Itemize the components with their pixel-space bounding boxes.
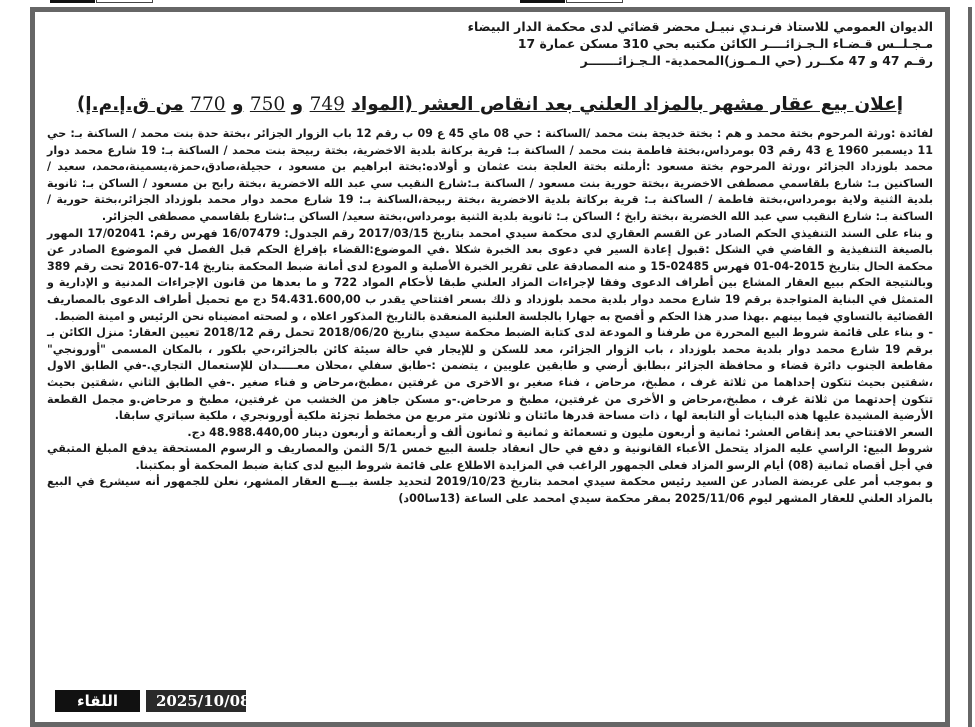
announcement-title bbox=[47, 92, 933, 118]
article-770: 770 bbox=[190, 94, 226, 115]
article-749: 749 bbox=[309, 94, 345, 115]
adjacent-frame-edge bbox=[968, 7, 975, 727]
title-suffix: من ق.إ.م.إ) bbox=[76, 94, 184, 115]
announcement-content bbox=[47, 18, 933, 508]
announcement-body bbox=[47, 126, 933, 508]
publication-name-badge: اللقاء bbox=[55, 690, 140, 712]
title-prefix: إعلان بيع عقار مشهر بالمزاد العلني بعد انقاص العشر (المواد bbox=[351, 94, 904, 115]
announcement-frame bbox=[30, 7, 950, 727]
top-bar-outline-right bbox=[566, 0, 623, 3]
property-description-paragraph: - و بناء على قائمة شروط البيع المحررة من طرفنا و المودعة لدى كتابة الضبط محكمة سيدي بتاريخ 2018/06/20 تحمل رقم 2018/12 تعيين العقار: منزل الكائن بـ برقم 19 شارع محمد دوار بلدية محمد بلوزداد ، باب الزوار الجزائر، معد للسكن و للإيجار في حالة سيئة كائن بالجزائر،حي بلكور ، بالمكان المسمى "أورونجي" مقاطعة الجنوب دائرة قضاء و محافظة الجزائر ،بطابق أرضي و طابقين علويين ، يتضمن :-طابق سفلي ،محلان معـــــدان للإستعمال التجاري.-في الطابق الاول ،شقتين بحيث تتكون إحداهما من ثلاثة غرف ، مطبخ، مرحاض ، فناء صغير ،و الاخرى من غرفتين ،مطبخ،مرحاض و فناء صغير .-في الطابق الثاني ،شقتين بحيث تتكون إحدتهما من ثلاثة غرف ، مطبخ،مرحاض و الأخرى من غرفتين، مطبخ و مرحاض.-و مسكن جاهز من الخشب من غرفتين، مطبخ و مرحاض.و مجمل القطعة الأرضية المشيدة عليها هذه البنايات أو التابعة لها ، ذات مساحة قدرها مائتان و ثلاثون متر مربع من مخطط تجزئة ملكية أورونجري ، ملكية سباتري سابقا. bbox=[47, 326, 933, 423]
top-bar-outline-left bbox=[96, 0, 153, 3]
auction-date-paragraph: و بموجب أمر على عريضة الصادر عن السيد رئيس محكمة سيدي امحمد بتاريخ 2019/10/23 لتحديد جلسة بيـــع العقار المشهر، نعلن للجمهور أنه سيشرع في البيع بالمزاد العلني للعقار المشهر ليوم 2025/11/06 بمقر محكمة سيدي امحمد على الساعة (13سا00د) bbox=[47, 475, 933, 506]
top-bar-dark-left bbox=[50, 0, 95, 3]
publication-date-badge: 2025/10/08 bbox=[146, 690, 246, 712]
bailiff-office-line: الديوان العمومي للاستاذ فرنـدي نبيـل محضر قضائي لدى محكمة الدار البيضاء bbox=[467, 19, 933, 34]
court-address-line: مـجـلــس قـضـاء الـجـزائــــر الكائن مكتبه بحي 310 مسكن عمارة 17 bbox=[517, 36, 933, 51]
enforcement-title-paragraph: و بناء على السند التنفيذي الحكم الصادر عن القسم العقاري لدى محكمة سيدي امحمد بتاريخ 2017/03/15 رقم الجدول: 16/07479 فهرس رقم: 17/02041 المهور بالصيغة التنفيذية و القاضي في الشكل :قبول إعادة السير في دعوى بعد الخبرة شكلا .في الموضوع:القضاء بإفراغ الحكم قبل الفصل في الموضوع الصادر عن محكمة الحال بتاريخ 2015-04-01 فهرس 02485-15 و منه المصادقة على تقرير الخبرة الأصلية و المودع لدى أمانة ضبط المحكمة بتاريخ 14-07-2016 تحت رقم 389 وبالنتيجة الحكم ببيع العقار المشاع بين أطراف الدعوى وفقا لإجراءات المزاد العلني طبقا لأحكام المواد 722 و ما بعدها من قانون الإجراءات المدنية و الإدارية و المتمثل في البناية المتواجدة برقم 19 شارع محمد دوار بلدية محمد بلوزداد و ذلك بسعر افتتاحي يقدر ب 54.431.600,00 دج مع تحميل أطراف الدعوى بالمصاريف القضائية بالتساوي فيما بينهم .بهذا صدر هذا الحكم و أفصح به جهارا بالجلسة العلنية المنعقدة بالتاريخ المذكور اعلاه ، و لصحته امضيناه نحن الرئيس و امينة الضبط. bbox=[47, 226, 934, 323]
street-address-line: رقـم 47 و 47 مكــرر (حي الـمـوز)المحمدية- الـجـزائـــــــر bbox=[580, 53, 933, 68]
title-and-2: و bbox=[231, 94, 244, 115]
sale-conditions-paragraph: شروط البيع: الراسي عليه المزاد يتحمل الأعباء القانونية و دفع في حال انعقاد جلسة البيع خمس 5/1 الثمن والمصاريف و الرسوم المستحقة يدفع المبلغ المتبقي في أجل أقصاه ثمانية (08) أيام الرسو المزاد فعلى الجمهور الراغب في المزايدة الاطلاع على قائمة شروط البيع لدى كتابة ضبط المحكمة أو بمكتبنا. bbox=[47, 442, 933, 472]
article-750: 750 bbox=[249, 94, 286, 115]
beneficiaries-paragraph: لفائدة :ورثة المرحوم بختة محمد و هم : بختة خديجة بنت محمد /الساكنة : حي 08 ماي 45 ع 09 ب رقم 12 باب الزوار الجزائر ،بختة حدة بنت محمد / الساكنة بـ: حي 11 ديسمبر 1960 ع 43 رقم 03 بومرداس،بختة فاطمة بنت محمد / الساكنة بـ: قرية بركانة بلدية الاخضرية، بختة ربيحة بنت محمد / الساكنة بـ: 19 شارع محمد دوار محمد بلوزداد الجزائر ،ورثة المرحوم بختة مسعود :أرملته بختة العلجة بنت عثمان و أولاده:بختة ابراهيم بن مسعود ، حجيلة،صادق،حمزة،يسمينة،محمد، سعيد / الساكنين بـ: شارع بلقاسمي مصطفى الاخضرية ،بختة حورية بنت مسعود / الساكنة بـ:شارع النقيب سي عبد الله الاخضرية ،بختة رابح بن مسعود / الساكن بـ: ثانوية بلدية الثنية ولاية بومرداس،بختة فاطمة / الساكنة بـ: قرية بركاتة بلدية الاخضرية ،بختة ربيحة،الساكنة بـ: 19 شارع محمد دوار محمد بلوزداد الجزائر،بختة حورية /الساكنة بـ: شارع النقيب سي عبد الله الخضرية ،بختة رابخ ؛ الساكن بـ: ثانوية بلدية الثنية بومرداس،بختة سعيد/ الساكن بـ:شارع بلقاسمي مصطفى الجزائر. bbox=[47, 127, 933, 223]
opening-price-paragraph: السعر الافتتاحي بعد إنقاص العشر: ثمانية و أربعون مليون و تسعمائة و ثمانية و ثمانون ألف و أربعمائة و أربعون دينار 48.988.440,00 دج. bbox=[187, 425, 933, 439]
title-and-1: و bbox=[291, 94, 304, 115]
top-bar-dark-right bbox=[520, 0, 565, 3]
publication-footer bbox=[55, 690, 251, 712]
